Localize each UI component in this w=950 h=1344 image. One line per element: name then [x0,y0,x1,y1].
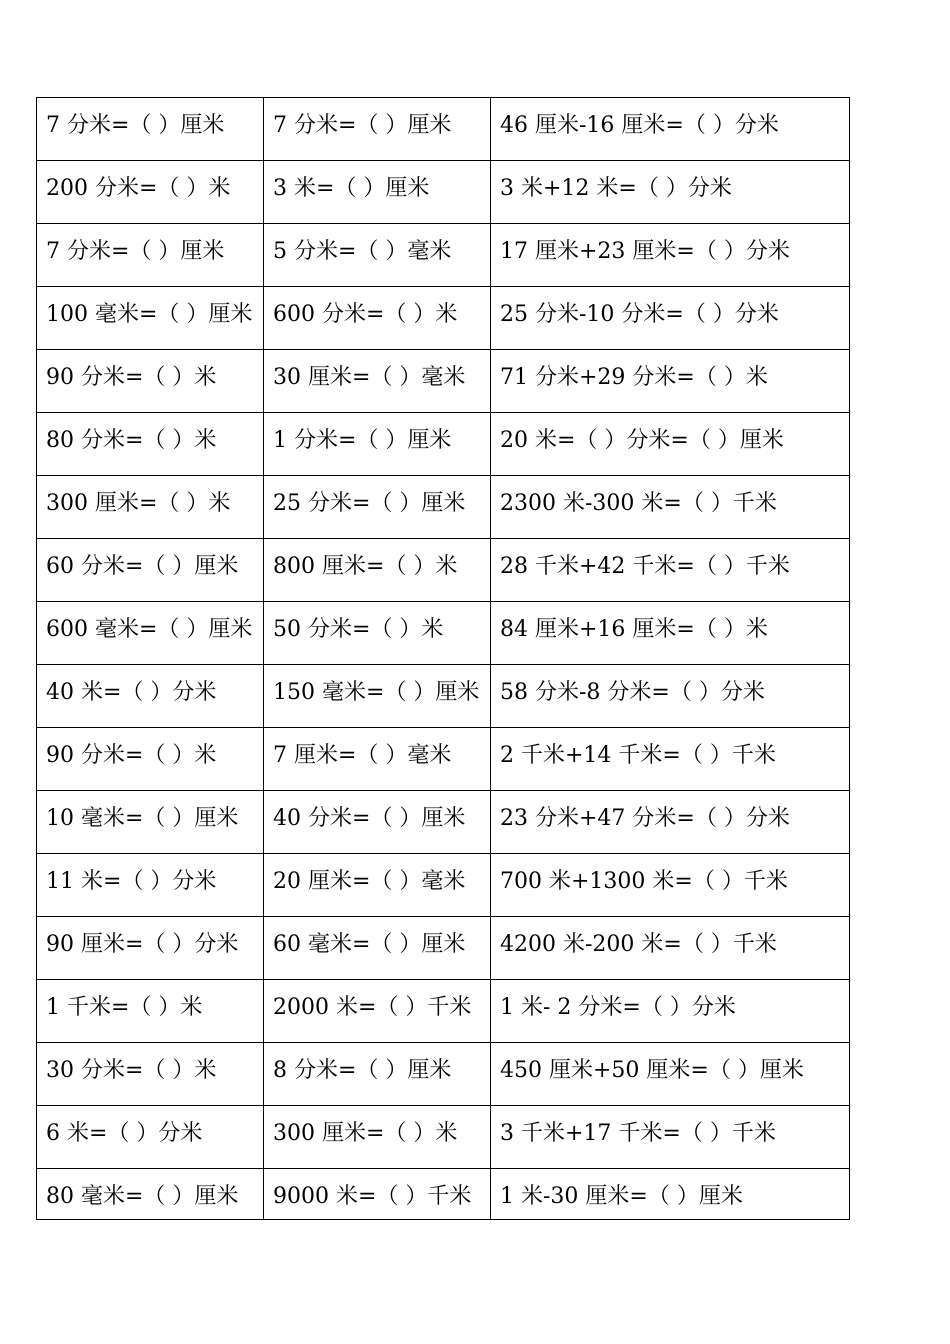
problem-cell: 30 厘米=（ ）毫米 [264,350,491,413]
table-row [37,854,850,917]
problem-cell: 2300 米-300 米=（ ）千米 [491,476,850,539]
table-row [37,161,850,224]
problem-cell: 1 千米=（ ）米 [37,980,264,1043]
problem-cell: 600 分米=（ ）米 [264,287,491,350]
table-row [37,476,850,539]
problem-cell: 40 米=（ ）分米 [37,665,264,728]
problem-cell: 60 毫米=（ ）厘米 [264,917,491,980]
problem-cell: 28 千米+42 千米=（ ）千米 [491,539,850,602]
problem-cell: 300 厘米=（ ）米 [37,476,264,539]
problem-cell: 700 米+1300 米=（ ）千米 [491,854,850,917]
problem-cell: 3 米+12 米=（ ）分米 [491,161,850,224]
problem-cell: 20 厘米=（ ）毫米 [264,854,491,917]
problem-cell: 30 分米=（ ）米 [37,1043,264,1106]
problem-cell: 7 分米=（ ）厘米 [37,224,264,287]
problem-cell: 450 厘米+50 厘米=（ ）厘米 [491,1043,850,1106]
table-row [37,602,850,665]
problem-cell: 200 分米=（ ）米 [37,161,264,224]
problem-cell: 17 厘米+23 厘米=（ ）分米 [491,224,850,287]
problem-cell: 9000 米=（ ）千米 [264,1169,491,1220]
problem-cell: 7 厘米=（ ）毫米 [264,728,491,791]
problem-cell: 11 米=（ ）分米 [37,854,264,917]
table-row [37,224,850,287]
problem-cell: 20 米=（ ）分米=（ ）厘米 [491,413,850,476]
problem-cell: 90 分米=（ ）米 [37,350,264,413]
worksheet-body [37,98,850,1220]
problem-cell: 1 分米=（ ）厘米 [264,413,491,476]
problem-cell: 4200 米-200 米=（ ）千米 [491,917,850,980]
problem-cell: 25 分米=（ ）厘米 [264,476,491,539]
problem-cell: 3 千米+17 千米=（ ）千米 [491,1106,850,1169]
problem-cell: 80 分米=（ ）米 [37,413,264,476]
problem-cell: 71 分米+29 分米=（ ）米 [491,350,850,413]
problem-cell: 1 米- 2 分米=（ ）分米 [491,980,850,1043]
problem-cell: 58 分米-8 分米=（ ）分米 [491,665,850,728]
table-row [37,728,850,791]
problem-cell: 7 分米=（ ）厘米 [37,98,264,161]
problem-cell: 150 毫米=（ ）厘米 [264,665,491,728]
problem-cell: 1 米-30 厘米=（ ）厘米 [491,1169,850,1220]
table-row [37,287,850,350]
table-row [37,980,850,1043]
problem-cell: 600 毫米=（ ）厘米 [37,602,264,665]
table-row [37,413,850,476]
problem-cell: 40 分米=（ ）厘米 [264,791,491,854]
problem-cell: 100 毫米=（ ）厘米 [37,287,264,350]
problem-cell: 7 分米=（ ）厘米 [264,98,491,161]
problem-cell: 50 分米=（ ）米 [264,602,491,665]
problem-cell: 60 分米=（ ）厘米 [37,539,264,602]
problem-cell: 84 厘米+16 厘米=（ ）米 [491,602,850,665]
table-row [37,1106,850,1169]
table-row [37,665,850,728]
problem-cell: 25 分米-10 分米=（ ）分米 [491,287,850,350]
problem-cell: 46 厘米-16 厘米=（ ）分米 [491,98,850,161]
table-row [37,539,850,602]
problem-cell: 800 厘米=（ ）米 [264,539,491,602]
problem-cell: 6 米=（ ）分米 [37,1106,264,1169]
problem-cell: 90 分米=（ ）米 [37,728,264,791]
problem-cell: 2000 米=（ ）千米 [264,980,491,1043]
problem-cell: 2 千米+14 千米=（ ）千米 [491,728,850,791]
table-row [37,1169,850,1220]
problem-cell: 300 厘米=（ ）米 [264,1106,491,1169]
problem-cell: 8 分米=（ ）厘米 [264,1043,491,1106]
problem-cell: 3 米=（ ）厘米 [264,161,491,224]
problem-cell: 10 毫米=（ ）厘米 [37,791,264,854]
table-row [37,791,850,854]
problem-cell: 5 分米=（ ）毫米 [264,224,491,287]
problem-cell: 90 厘米=（ ）分米 [37,917,264,980]
table-row [37,98,850,161]
table-row [37,917,850,980]
problem-cell: 80 毫米=（ ）厘米 [37,1169,264,1220]
table-row [37,1043,850,1106]
problem-cell: 23 分米+47 分米=（ ）分米 [491,791,850,854]
table-row [37,350,850,413]
unit-conversion-worksheet [36,97,850,1220]
